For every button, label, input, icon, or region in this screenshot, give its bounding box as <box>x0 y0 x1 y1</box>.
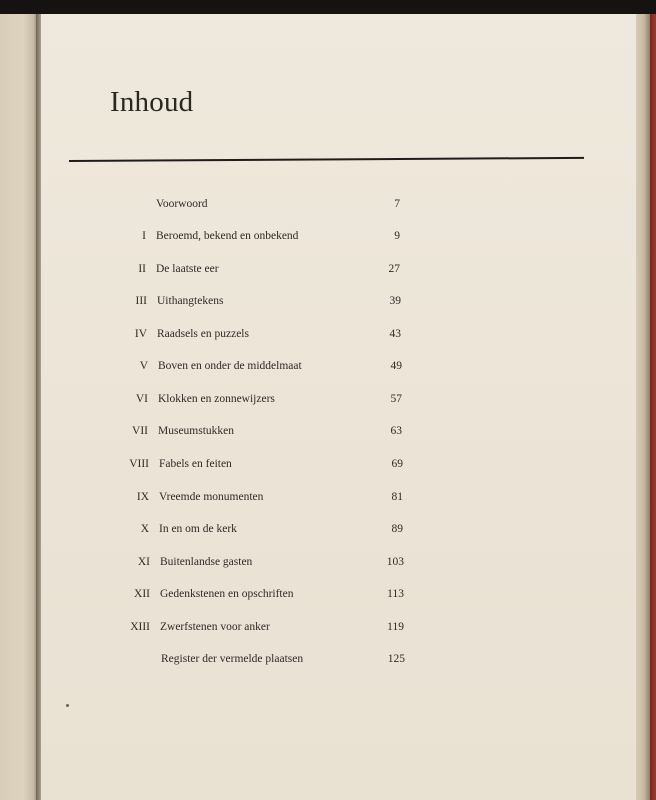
chapter-title: Gedenkstenen en opschriften <box>160 588 294 600</box>
page-number: 69 <box>391 458 403 470</box>
chapter-title: De laatste eer <box>156 263 219 275</box>
toc-entry[interactable] <box>1 292 656 310</box>
toc-entry[interactable] <box>3 455 656 473</box>
chapter-number: I <box>142 230 146 242</box>
chapter-title: Vreemde monumenten <box>159 491 264 503</box>
page-number: 27 <box>388 263 400 275</box>
page-number: 103 <box>386 556 404 568</box>
page-number: 43 <box>389 328 401 340</box>
chapter-title: Klokken en zonnewijzers <box>158 393 275 405</box>
page-number: 89 <box>391 523 403 535</box>
toc-entry[interactable] <box>0 227 656 245</box>
toc-entry[interactable] <box>4 553 656 571</box>
page-title: Inhoud <box>110 86 194 118</box>
page-number: 81 <box>391 491 403 503</box>
toc-entry[interactable] <box>2 422 656 440</box>
toc-entry[interactable] <box>3 488 656 506</box>
chapter-number: XIII <box>130 621 150 633</box>
chapter-number: XII <box>134 588 150 600</box>
chapter-number: II <box>138 263 146 275</box>
toc-entry[interactable] <box>0 260 656 278</box>
chapter-title: Museumstukken <box>158 425 235 437</box>
chapter-title: Buitenlandse gasten <box>160 556 253 568</box>
toc-entry[interactable] <box>2 390 656 408</box>
page-number: 119 <box>387 621 404 633</box>
chapter-title: Fabels en feiten <box>159 458 232 470</box>
chapter-number: VI <box>135 393 148 405</box>
chapter-number: IV <box>134 328 147 340</box>
chapter-number: IX <box>136 491 149 503</box>
chapter-number: V <box>139 360 148 372</box>
page-number: 7 <box>394 198 400 210</box>
toc-entry[interactable] <box>0 195 656 213</box>
chapter-title: Beroemd, bekend en onbekend <box>156 230 299 242</box>
page-number: 63 <box>390 425 402 437</box>
chapter-number: III <box>135 295 147 307</box>
chapter-title: Register der vermelde plaatsen <box>161 653 304 665</box>
chapter-number: X <box>140 523 149 535</box>
page-number: 39 <box>389 295 401 307</box>
toc-entry[interactable] <box>5 650 656 668</box>
page-number: 57 <box>390 393 402 405</box>
toc-entry[interactable] <box>2 357 656 375</box>
chapter-title: Boven en onder de middelmaat <box>158 360 302 372</box>
toc-entry[interactable] <box>3 520 656 538</box>
toc-entry[interactable] <box>1 325 656 343</box>
chapter-title: Uithangtekens <box>157 295 224 307</box>
page-number: 125 <box>387 653 405 665</box>
chapter-title: Voorwoord <box>156 198 208 210</box>
page-number: 113 <box>387 588 404 600</box>
chapter-title: Raadsels en puzzels <box>157 328 249 340</box>
chapter-number: XI <box>137 556 150 568</box>
chapter-number: VII <box>132 425 148 437</box>
chapter-number: VIII <box>129 458 149 470</box>
chapter-title: Zwerfstenen voor anker <box>160 621 270 633</box>
toc-entry[interactable] <box>4 585 656 603</box>
paper-speck <box>66 704 69 707</box>
page-number: 49 <box>390 360 402 372</box>
toc-entry[interactable] <box>4 618 656 636</box>
page-number: 9 <box>394 230 400 242</box>
chapter-title: In en om de kerk <box>159 523 237 535</box>
